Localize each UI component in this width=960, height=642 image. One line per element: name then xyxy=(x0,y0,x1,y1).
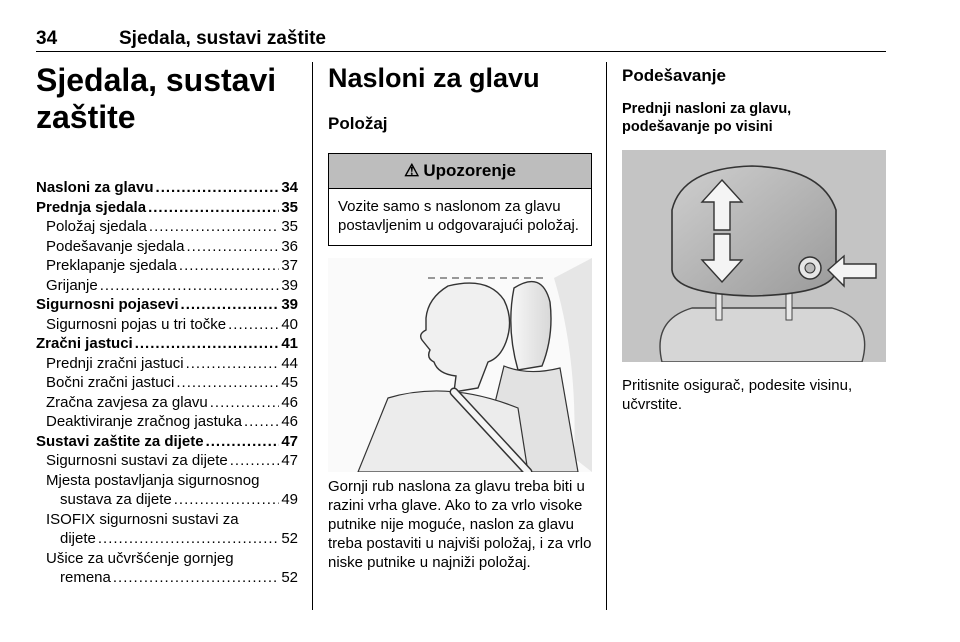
contents-column xyxy=(36,62,298,588)
subsection-heading: Položaj xyxy=(328,114,388,133)
toc-leader-dots xyxy=(149,217,279,237)
toc-entry[interactable] xyxy=(36,237,298,257)
toc-entry-page: 41 xyxy=(281,335,298,352)
sub-subsection-heading: Prednji nasloni za glavu, podešavanje po visini xyxy=(622,101,792,135)
toc-entry[interactable] xyxy=(36,217,298,237)
toc-entry[interactable] xyxy=(36,510,298,530)
toc-entry[interactable] xyxy=(36,295,298,315)
illustration-head-position xyxy=(328,258,592,472)
toc-entry[interactable] xyxy=(36,471,298,491)
toc-leader-dots xyxy=(179,256,279,276)
toc-entry-label: Zračna zavjesa za glavu xyxy=(46,393,208,411)
toc-entry-page: 39 xyxy=(281,276,298,294)
toc-entry[interactable] xyxy=(36,256,298,276)
toc-entry[interactable] xyxy=(36,178,298,198)
toc-entry-page: 36 xyxy=(281,237,298,255)
toc-entry[interactable] xyxy=(36,393,298,413)
toc-entry-label: Nasloni za glavu xyxy=(36,179,154,196)
warning-header xyxy=(329,154,591,189)
head-restraint-column xyxy=(328,62,592,572)
toc-entry-page: 46 xyxy=(281,413,298,430)
warning-triangle-icon: ⚠ xyxy=(404,161,420,180)
toc-entry-page: 37 xyxy=(281,257,298,274)
toc-entry[interactable] xyxy=(36,373,298,393)
toc-entry-label: Deaktiviranje zračnog jastuka xyxy=(46,413,242,430)
toc-entry-label: Sustavi zaštite za dijete xyxy=(36,432,204,450)
toc-leader-dots xyxy=(156,178,280,198)
toc-entry-label: Prednji zračni jastuci xyxy=(46,354,184,372)
toc-entry[interactable] xyxy=(36,529,298,549)
toc-leader-dots xyxy=(148,198,279,218)
toc-leader-dots xyxy=(186,354,280,374)
warning-text: Vozite samo s naslonom za glavu postavljenim u odgovarajući položaj. xyxy=(338,198,579,234)
toc-entry-label: Zračni jastuci xyxy=(36,335,133,352)
toc-entry[interactable] xyxy=(36,198,298,218)
toc-entry-page: 46 xyxy=(281,393,298,411)
toc-entry-label: Položaj sjedala xyxy=(46,218,147,235)
toc-leader-dots xyxy=(186,237,279,257)
toc-entry-page: 39 xyxy=(281,296,298,313)
toc-entry-page: 49 xyxy=(281,491,298,508)
toc-leader-dots xyxy=(113,568,279,588)
section-heading: Nasloni za glavu xyxy=(328,63,540,93)
toc-entry-label: Prednja sjedala xyxy=(36,198,147,216)
illustration-height-adjust xyxy=(622,150,886,362)
page-number: 34 xyxy=(36,28,58,49)
toc-entry-page: 35 xyxy=(281,198,298,216)
toc-entry-label: ISOFIX sigurnosni sustavi za xyxy=(46,510,239,528)
toc-leader-dots xyxy=(176,373,279,393)
toc-leader-dots xyxy=(181,295,280,315)
toc-entry-page: 52 xyxy=(281,569,298,586)
page-header xyxy=(36,28,886,50)
toc-leader-dots xyxy=(206,432,280,452)
toc-entry-page: 47 xyxy=(281,432,298,450)
warning-box xyxy=(328,153,592,246)
toc-entry[interactable] xyxy=(36,549,298,569)
subsection-heading: Podešavanje xyxy=(622,66,726,85)
toc-entry-label: Sigurnosni pojasevi xyxy=(36,296,179,313)
column-divider xyxy=(312,62,313,610)
head-restraint-paragraph: Gornji rub naslona za glavu treba biti u razini vrha glave. Ako to za vrlo visoke putnike nije moguće, naslon za glavu treba postaviti u najviši položaj, i za vrlo niske putnike u najniži položaj. xyxy=(328,478,592,571)
toc-entry-label: dijete xyxy=(60,530,96,547)
toc-entry[interactable] xyxy=(36,451,298,471)
toc-entry[interactable] xyxy=(36,315,298,335)
toc-leader-dots xyxy=(210,393,280,413)
toc-entry-label: Sigurnosni sustavi za dijete xyxy=(46,452,228,469)
adjustment-column xyxy=(622,62,886,414)
toc-entry[interactable] xyxy=(36,432,298,452)
toc-entry[interactable] xyxy=(36,490,298,510)
toc-entry-label: Podešavanje sjedala xyxy=(46,237,185,255)
toc-entry-label: Grijanje xyxy=(46,276,98,294)
toc-entry-page: 47 xyxy=(281,452,298,469)
toc-entry-page: 35 xyxy=(281,218,298,235)
toc-entry-label: Preklapanje sjedala xyxy=(46,257,177,274)
toc-leader-dots xyxy=(230,451,280,471)
toc-entry-label: sustava za dijete xyxy=(60,491,172,508)
toc-entry-page: 52 xyxy=(281,530,298,547)
toc-entry[interactable] xyxy=(36,354,298,374)
toc-leader-dots xyxy=(98,529,279,549)
toc-entry[interactable] xyxy=(36,412,298,432)
toc-entry-label: remena xyxy=(60,569,111,586)
toc-entry-label: Ušice za učvršćenje gornjeg xyxy=(46,549,234,567)
toc-leader-dots xyxy=(135,334,280,354)
adjustment-paragraph: Pritisnite osigurač, podesite visinu, učvrstite. xyxy=(622,377,853,413)
running-section-title: Sjedala, sustavi zaštite xyxy=(119,28,326,49)
toc-leader-dots xyxy=(244,412,279,432)
toc-leader-dots xyxy=(174,490,280,510)
toc-entry[interactable] xyxy=(36,568,298,588)
toc-entry-page: 45 xyxy=(281,374,298,391)
toc-leader-dots xyxy=(228,315,279,335)
toc-entry-label: Bočni zračni jastuci xyxy=(46,374,175,391)
chapter-title: Sjedala, sustavi zaštite xyxy=(36,62,277,135)
toc-leader-dots xyxy=(100,276,280,296)
toc-entry-label: Mjesta postavljanja sigurnosnog xyxy=(46,471,260,489)
warning-title: Upozorenje xyxy=(423,161,516,180)
column-divider xyxy=(606,62,607,610)
toc-entry-page: 34 xyxy=(281,179,298,196)
toc-entry-page: 40 xyxy=(281,315,298,333)
toc-entry-label: Sigurnosni pojas u tri točke xyxy=(46,315,227,333)
toc-entry-page: 44 xyxy=(281,354,298,372)
table-of-contents xyxy=(36,178,298,588)
header-rule xyxy=(36,51,886,52)
toc-entry[interactable] xyxy=(36,334,298,354)
toc-entry[interactable] xyxy=(36,276,298,296)
